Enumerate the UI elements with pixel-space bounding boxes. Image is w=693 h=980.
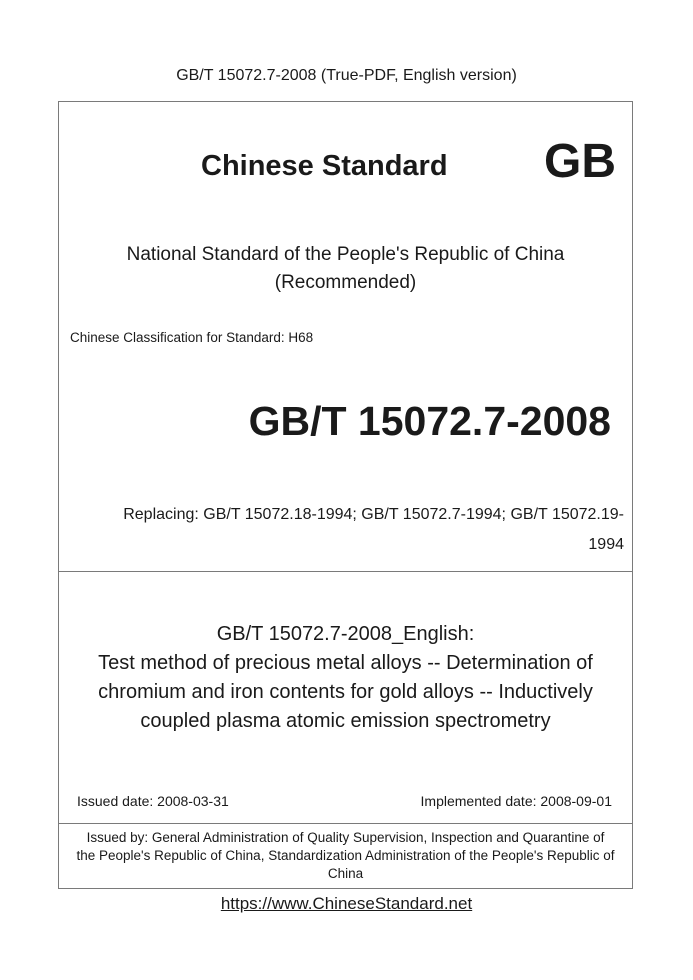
national-line: National Standard of the People's Republic of China [126, 244, 565, 265]
section-divider [59, 571, 632, 572]
cover-frame [58, 101, 633, 889]
implemented-date: Implemented date: 2008-09-01 [420, 793, 612, 809]
issuer-block [59, 829, 632, 883]
document-header: GB/T 15072.7-2008 (True-PDF, English version) [176, 67, 517, 84]
english-title-block [59, 620, 632, 736]
gb-mark: GB [544, 135, 616, 188]
national-standard-heading [59, 241, 632, 297]
issued-date: Issued date: 2008-03-31 [77, 793, 229, 809]
issuer-line: China [327, 866, 364, 881]
title-line: coupled plasma atomic emission spectrometry [140, 710, 551, 732]
issuer-line: Issued by: General Administration of Quality Supervision, Inspection and Quarantine of [86, 830, 605, 845]
standard-type-title: Chinese Standard [201, 150, 448, 182]
recommended-line: (Recommended) [274, 272, 417, 293]
website-link[interactable]: https://www.ChineseStandard.net [220, 894, 473, 913]
replacing-line: Replacing: GB/T 15072.18-1994; GB/T 15072.7-1994; GB/T 15072.19- [123, 506, 624, 523]
section-divider [59, 823, 632, 824]
classification-label: Chinese Classification for Standard: H68 [70, 330, 314, 345]
replacing-line-continued: 1994 [588, 536, 624, 553]
standard-number: GB/T 15072.7-2008 [248, 398, 611, 444]
issuer-line: the People's Republic of China, Standardization Administration of the People's Republic of [76, 848, 615, 863]
title-line: Test method of precious metal alloys -- Determination of [98, 652, 593, 674]
replacing-note [89, 500, 624, 560]
title-line: chromium and iron contents for gold alloys -- Inductively [98, 681, 593, 703]
title-line: GB/T 15072.7-2008_English: [216, 623, 475, 645]
